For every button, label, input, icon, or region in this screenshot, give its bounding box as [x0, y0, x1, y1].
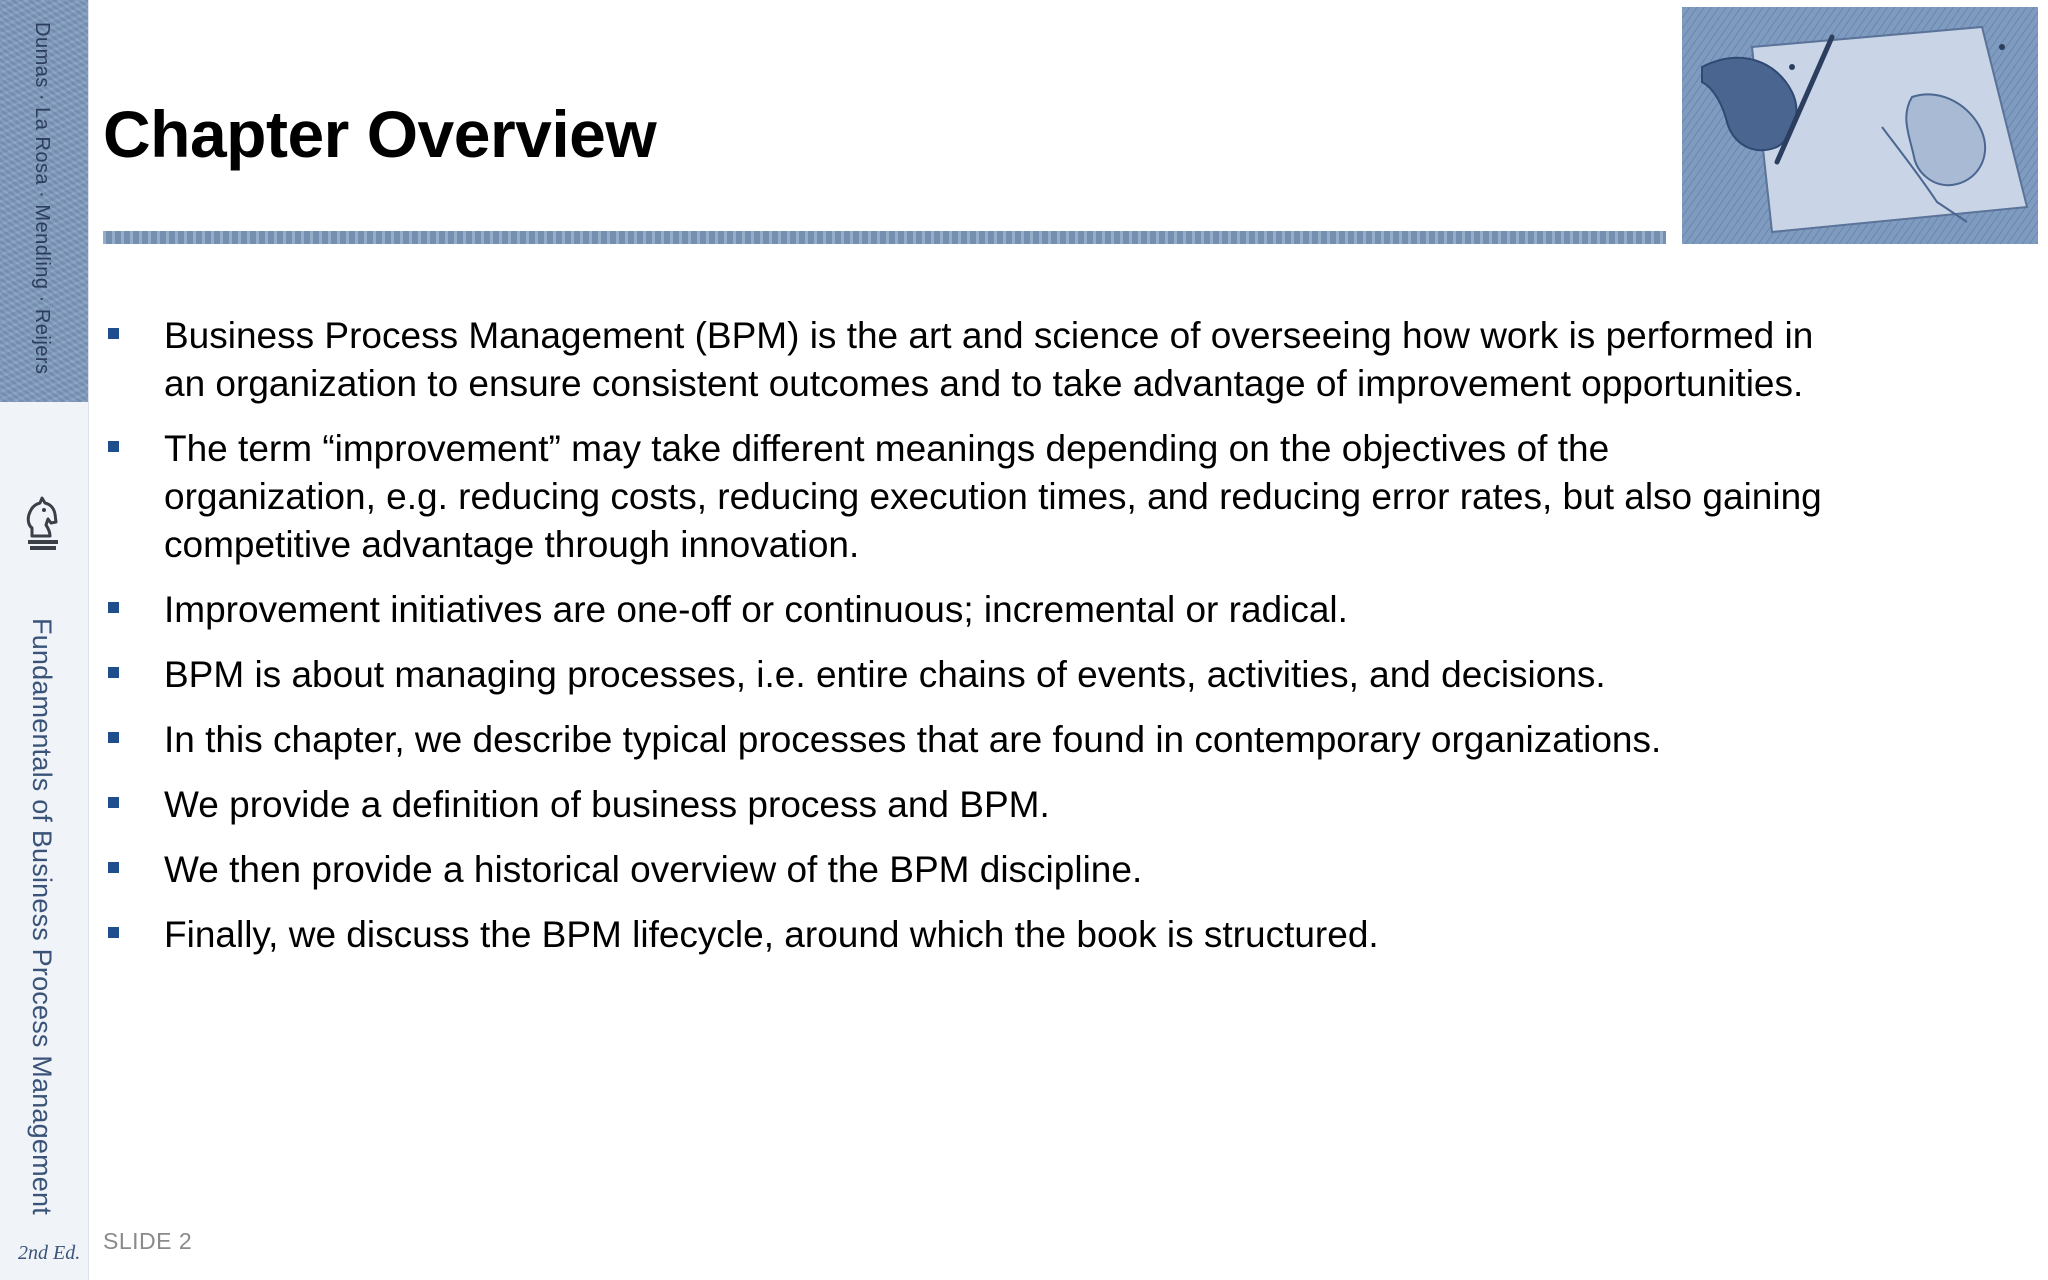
bullet-text: In this chapter, we describe typical processes that are found in contemporary organizations. — [164, 719, 1662, 760]
bullet-square-icon — [108, 797, 119, 808]
bullet-square-icon — [108, 862, 119, 873]
sidebar — [0, 0, 89, 1280]
bullet-text: BPM is about managing processes, i.e. entire chains of events, activities, and decisions. — [164, 654, 1606, 695]
list-item — [103, 586, 1823, 634]
bullet-square-icon — [108, 667, 119, 678]
knight-chess-icon — [18, 492, 68, 552]
list-item — [103, 651, 1823, 699]
bullet-square-icon — [108, 602, 119, 613]
list-item — [103, 911, 1823, 959]
bullet-square-icon — [108, 441, 119, 452]
sidebar-book-title: Fundamentals of Business Process Management — [27, 618, 57, 1215]
bullet-text: Improvement initiatives are one-off or continuous; incremental or radical. — [164, 589, 1348, 630]
bullet-text: We then provide a historical overview of the BPM discipline. — [164, 849, 1143, 890]
list-item — [103, 425, 1823, 569]
escher-drawing-hands-image — [1682, 7, 2038, 244]
bullet-text: Business Process Management (BPM) is the art and science of overseeing how work is performed in an organization to ensure consistent outcomes and to take advantage of improvement opportunities. — [164, 315, 1814, 404]
bullet-square-icon — [108, 732, 119, 743]
sidebar-authors: Dumas · La Rosa · Mendling · Reijers — [31, 22, 53, 375]
list-item — [103, 781, 1823, 829]
list-item — [103, 846, 1823, 894]
bullet-list — [103, 312, 1823, 976]
list-item — [103, 716, 1823, 764]
header-divider — [103, 231, 1666, 244]
list-item — [103, 312, 1823, 408]
slide-title: Chapter Overview — [103, 97, 657, 171]
sidebar-edition: 2nd Ed. — [18, 1242, 81, 1264]
bullet-text: Finally, we discuss the BPM lifecycle, around which the book is structured. — [164, 914, 1379, 955]
slide-number: SLIDE 2 — [103, 1228, 193, 1254]
bullet-text: The term “improvement” may take different meanings depending on the objectives of the organization, e.g. reducing costs, reducing execution times, and reducing error rates, but also gaining competitive advantage through innovation. — [164, 428, 1822, 565]
bullet-square-icon — [108, 927, 119, 938]
bullet-text: We provide a definition of business process and BPM. — [164, 784, 1050, 825]
sidebar-texture-panel — [0, 0, 88, 402]
bullet-square-icon — [108, 328, 119, 339]
